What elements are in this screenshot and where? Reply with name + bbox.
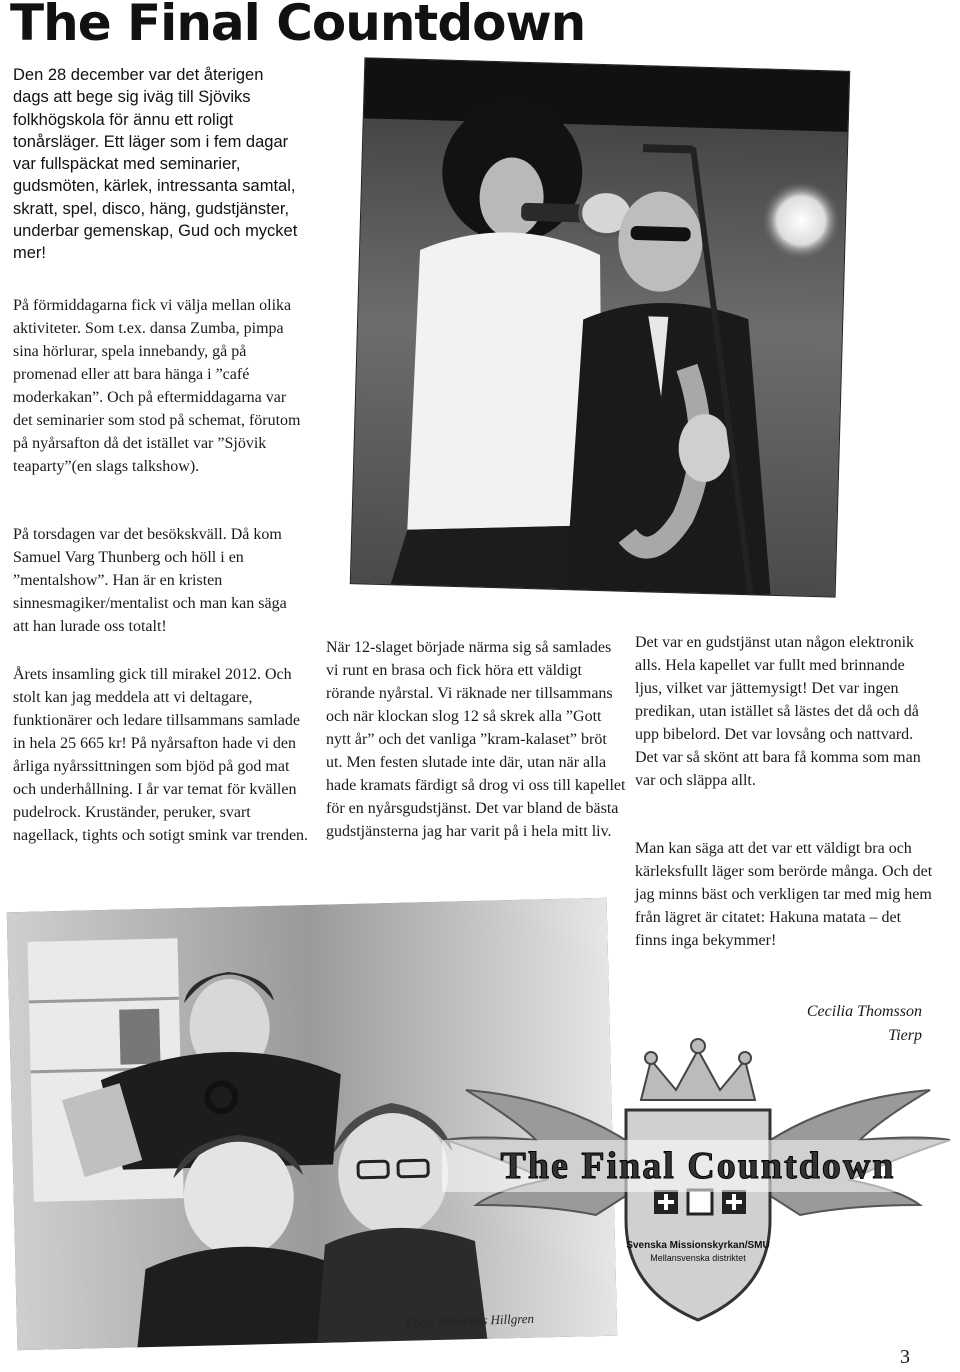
cross-icon bbox=[654, 1190, 746, 1214]
band-photo bbox=[351, 58, 849, 596]
photo-credit: Foto: Johannes Hillgren bbox=[405, 1310, 535, 1331]
body-paragraph-fundraising: Årets insamling gick till mirakel 2012. Och stolt kan jag meddela att vi deltagare, funktionärer och ledare tillsammans samlade in hela 25 665 kr! På nyårsafton hade vi den årliga nyårssittningen som bjöd på god mat och underhållning. I år var temat för kvällen pudelrock. Kruständer, peruker, svart nagellack, tights och sotigt smink var trenden. bbox=[13, 666, 309, 844]
body-paragraph-new-year: När 12-slaget började närma sig så samlades vi runt en brasa och fick höra ett väldigt rörande nyårstal. Vi räknade ner tillsammans och när klockan slog 12 så skrek alla ”Gott nytt år” och det vanliga ”kram-kalaset” bröt ut. Men festen slutade inte där, utan när alla hade kramats färdigt så drog vi oss till kapellet för en nyårsgudstjänst. Det var bland de bästa gudstjänsterna jag har varit på i hela mitt liv. bbox=[326, 639, 626, 840]
body-paragraph-service: Det var en gudstjänst utan någon elektronik alls. Hela kapellet var fullt med brinnande ljus, vilket var jättemysigt! Det var ingen predikan, utan istället så lästes det då och då upp bibelord. Det var lovsång och nattvard. Det var så skönt att bara få komma som man var och släppa allt. bbox=[635, 634, 921, 789]
page-number: 3 bbox=[900, 1346, 910, 1368]
camp-logo bbox=[436, 1020, 960, 1360]
logo-title: The Final Countdown bbox=[500, 1145, 896, 1187]
body-paragraph-conclusion: Man kan säga att det var ett väldigt bra och kärleksfullt läger som berörde många. Och det jag minns bäst och verkligen tar med mig hem från lägret är citatet: Hakuna matata – det finns inga bekymmer! bbox=[635, 840, 933, 949]
crown-emblem bbox=[641, 1039, 755, 1100]
body-paragraph-visit-evening: På torsdagen var det besökskväll. Då kom Samuel Varg Thunberg och höll i en ”mentalshow”. Han är en kristen sinnesmagiker/mentalist och man kan säga att han lurade oss totalt! bbox=[13, 526, 287, 635]
logo-org-line1: Svenska Missionskyrkan/SMU bbox=[626, 1240, 770, 1251]
signature-place: Tierp bbox=[888, 1027, 922, 1044]
logo-org-line2: Mellansvenska distriktet bbox=[650, 1253, 746, 1263]
intro-paragraph: Den 28 december var det återigen dags att bege sig iväg till Sjöviks folkhögskola för ännu ett roligt tonårsläger. Ett läger som i fem dagar var fullspäckat med seminarier, gudsmöten, kärlek, intressanta samtal, skratt, spel, disco, häng, gudstjänster, underbar gemenskap, Gud och mycket mer! bbox=[13, 66, 298, 263]
signature-name: Cecilia Thomsson bbox=[806, 1003, 922, 1020]
body-paragraph-activities: På förmiddagarna fick vi välja mellan olika aktiviteter. Som t.ex. dansa Zumba, pimpa sina hörlurar, spela innebandy, gå på promenad eller att bara hänga i ”café moderkakan”. Och på eftermiddagarna var det seminarier som stod på schemat, förutom på nyårsafton då det istället var ”Sjövik teaparty”(en slags talkshow). bbox=[13, 297, 301, 475]
page-title: The Final Countdown bbox=[10, 0, 586, 52]
